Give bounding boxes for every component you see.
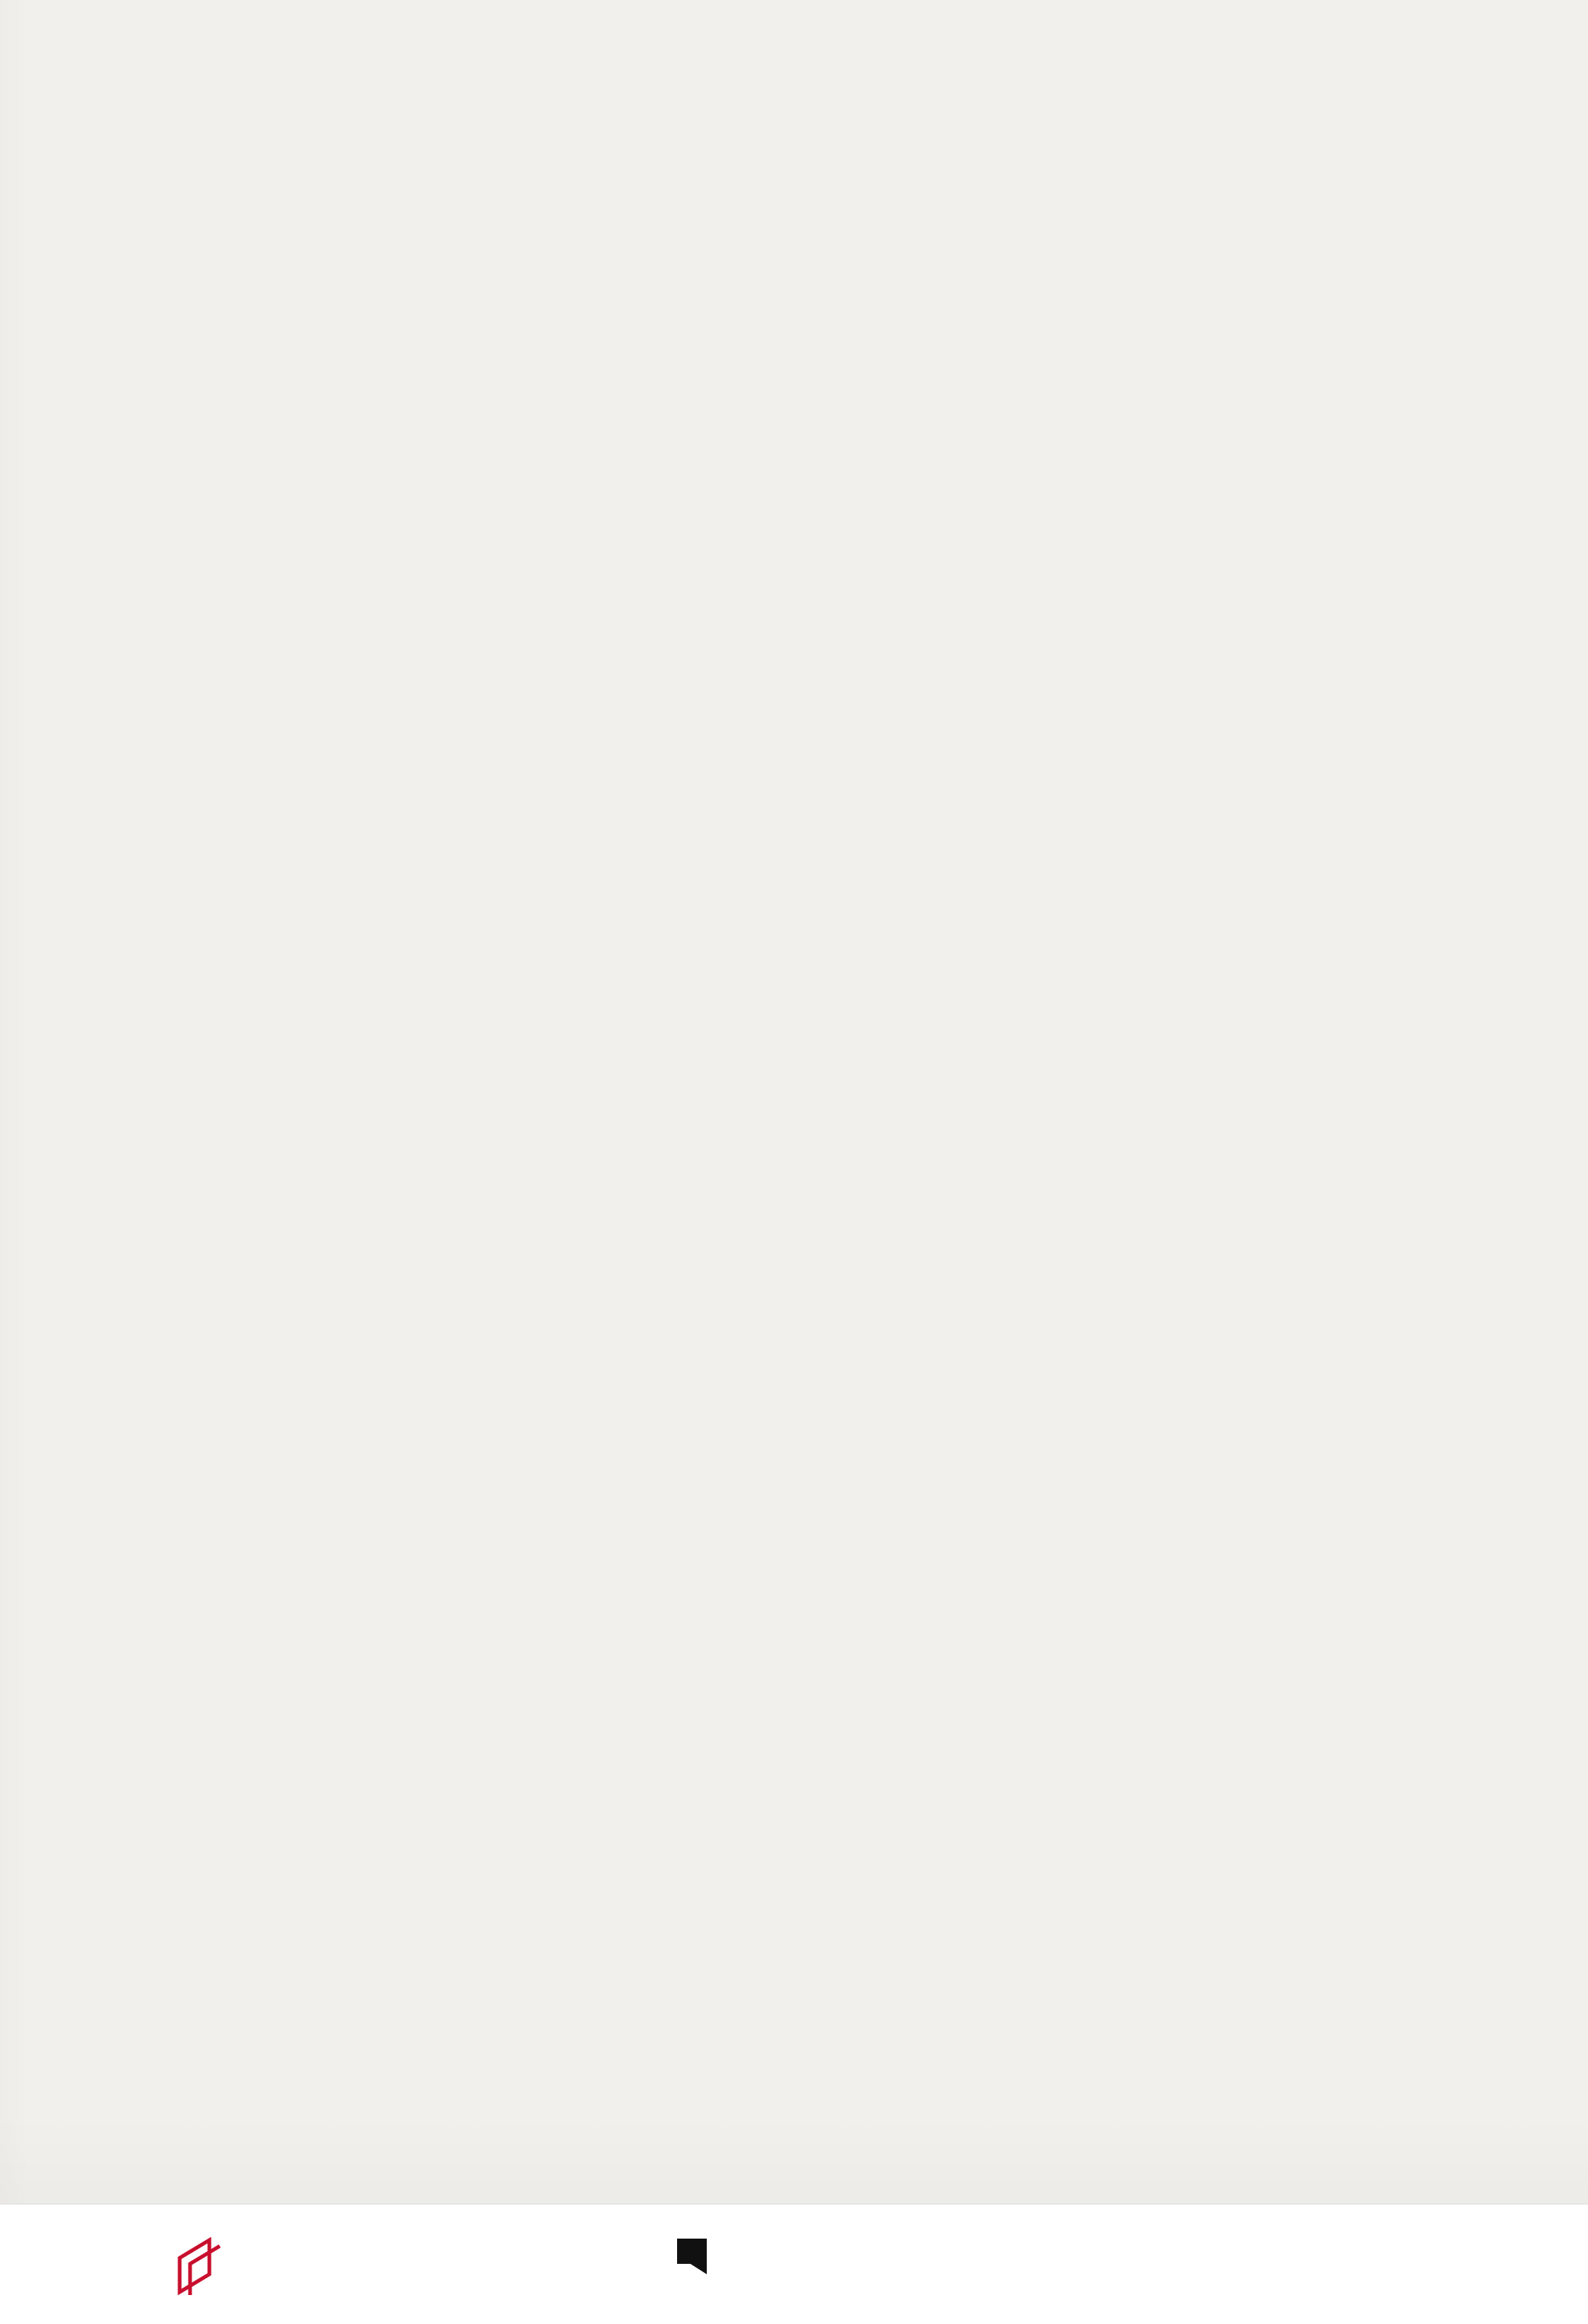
running-head — [339, 177, 1497, 214]
catalogue-entries — [339, 236, 1497, 324]
kunstbibliothek-emblem-icon — [676, 2237, 722, 2276]
ub-emblem-icon — [163, 2237, 230, 2298]
kunstbibliothek-logo — [676, 2227, 898, 2286]
ub-heidelberg-logo — [16, 2233, 239, 2299]
digitization-footer — [0, 2204, 1588, 2324]
